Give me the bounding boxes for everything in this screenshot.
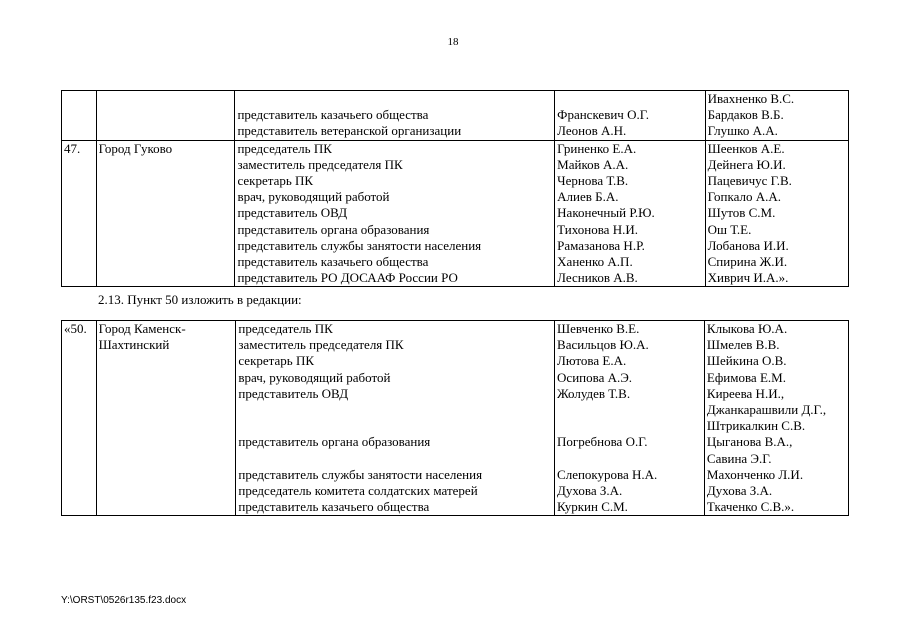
- cell-line: Духова З.А.: [706, 482, 773, 498]
- cell-line: представитель казачьего общества: [237, 107, 429, 123]
- cell-line: Пацевичус Г.В.: [707, 172, 792, 188]
- reserve-member-cell: [704, 321, 848, 516]
- reserve-member-cell: [705, 91, 848, 141]
- cell-line: Гриненко Е.А.: [557, 140, 637, 156]
- cell-line: Шахтинский: [98, 337, 170, 353]
- main-member-cell: [555, 140, 705, 287]
- cell-line: Шмелев В.В.: [706, 337, 780, 353]
- row-number-cell: [62, 91, 97, 141]
- cell-line: председатель комитета солдатских матерей: [238, 482, 478, 498]
- cell-line: Осипова А.Э.: [557, 369, 633, 385]
- cell-line: Жолудев Т.В.: [557, 385, 631, 401]
- commission-table-new: [61, 320, 849, 516]
- cell-line: Майков А.А.: [557, 156, 629, 172]
- cell-line: врач, руководящий работой: [237, 189, 390, 205]
- cell-line: Франскевич О.Г.: [557, 107, 650, 123]
- cell-line: [557, 91, 702, 107]
- cell-line: Ош Т.Е.: [707, 221, 752, 237]
- cell-line: [557, 451, 702, 467]
- cell-line: Киреева Н.И.,: [706, 385, 785, 401]
- cell-line: секретарь ПК: [237, 172, 314, 188]
- cell-line: Леонов А.Н.: [557, 123, 627, 139]
- cell-line: представитель органа образования: [237, 221, 430, 237]
- cell-line: секретарь ПК: [238, 353, 315, 369]
- cell-line: [237, 91, 552, 107]
- cell-line: Ткаченко С.В.».: [706, 499, 795, 515]
- cell-line: [238, 451, 552, 467]
- cell-line: представитель ОВД: [238, 385, 349, 401]
- cell-line: Штрикалкин С.В.: [706, 418, 806, 434]
- cell-line: Духова З.А.: [557, 482, 623, 498]
- commission-table-continued: [61, 90, 849, 287]
- cell-line: Ханенко А.П.: [557, 253, 633, 269]
- row-number-cell: 47.: [62, 140, 97, 287]
- cell-line: Спирина Ж.И.: [707, 253, 788, 269]
- main-member-cell: [555, 321, 705, 516]
- cell-line: Алиев Б.А.: [557, 189, 619, 205]
- table-row: [62, 140, 849, 287]
- cell-line: Васильцов Ю.А.: [557, 337, 649, 353]
- table-row: [62, 321, 849, 516]
- cell-line: Тихонова Н.И.: [557, 221, 638, 237]
- cell-line: врач, руководящий работой: [238, 369, 391, 385]
- cell-line: Клыкова Ю.А.: [706, 321, 788, 336]
- cell-line: Слепокурова Н.А.: [557, 466, 658, 482]
- cell-line: [238, 418, 552, 434]
- cell-line: Лесников А.В.: [557, 270, 638, 286]
- cell-line: Город Каменск-: [98, 321, 186, 336]
- cell-line: Глушко А.А.: [707, 123, 778, 139]
- cell-line: представитель ветеранской организации: [237, 123, 462, 139]
- cell-line: [238, 402, 552, 418]
- cell-line: председатель ПК: [238, 321, 333, 336]
- file-path-footer: Y:\ORST\0526r135.f23.docx: [61, 595, 187, 606]
- cell-line: Махонченко Л.И.: [706, 466, 804, 482]
- role-cell: [235, 140, 555, 287]
- cell-line: Шейкина О.В.: [706, 353, 787, 369]
- cell-line: Гопкало А.А.: [707, 189, 781, 205]
- cell-line: представитель службы занятости населения: [238, 466, 483, 482]
- table-row: [62, 91, 849, 141]
- main-member-cell: [555, 91, 705, 141]
- cell-line: представитель РО ДОСААФ России РО: [237, 270, 458, 286]
- cell-line: [557, 402, 702, 418]
- page-number: 18: [447, 36, 459, 48]
- cell-line: заместитель председателя ПК: [237, 156, 403, 172]
- cell-line: Лютова Е.А.: [557, 353, 627, 369]
- cell-line: Наконечный Р.Ю.: [557, 205, 655, 221]
- cell-line: представитель казачьего общества: [238, 499, 430, 515]
- cell-line: Шутов С.М.: [707, 205, 776, 221]
- cell-line: представитель органа образования: [238, 434, 431, 450]
- row-number-cell: «50.: [62, 321, 97, 516]
- cell-line: председатель ПК: [237, 140, 332, 156]
- municipality-cell: [96, 91, 235, 141]
- cell-line: Лобанова И.И.: [707, 237, 789, 253]
- role-cell: [235, 91, 555, 141]
- cell-line: Ивахненко В.С.: [707, 91, 795, 106]
- municipality-cell: Город Гуково: [96, 140, 235, 287]
- role-cell: [236, 321, 555, 516]
- cell-line: Шеенков А.Е.: [707, 140, 785, 156]
- cell-line: Рамазанова Н.Р.: [557, 237, 645, 253]
- cell-line: Цыганова В.А.,: [706, 434, 793, 450]
- municipality-cell: [96, 321, 236, 516]
- cell-line: Куркин С.М.: [557, 499, 628, 515]
- cell-line: Савина Э.Г.: [706, 450, 772, 466]
- cell-line: Джанкарашвили Д.Г.,: [706, 401, 827, 417]
- cell-line: Погребнова О.Г.: [557, 434, 648, 450]
- reserve-member-cell: [705, 140, 848, 287]
- cell-line: Дейнега Ю.И.: [707, 156, 786, 172]
- cell-line: представитель ОВД: [237, 205, 348, 221]
- cell-line: [557, 418, 702, 434]
- amendment-paragraph: 2.13. Пункт 50 изложить в редакции:: [98, 292, 302, 307]
- cell-line: представитель казачьего общества: [237, 253, 429, 269]
- cell-line: Хиврич И.А.».: [707, 270, 789, 286]
- cell-line: Бардаков В.Б.: [707, 107, 784, 123]
- cell-line: заместитель председателя ПК: [238, 337, 404, 353]
- cell-line: Ефимова Е.М.: [706, 369, 786, 385]
- cell-line: представитель службы занятости населения: [237, 237, 482, 253]
- cell-line: Шевченко В.Е.: [557, 321, 640, 336]
- cell-line: Чернова Т.В.: [557, 172, 629, 188]
